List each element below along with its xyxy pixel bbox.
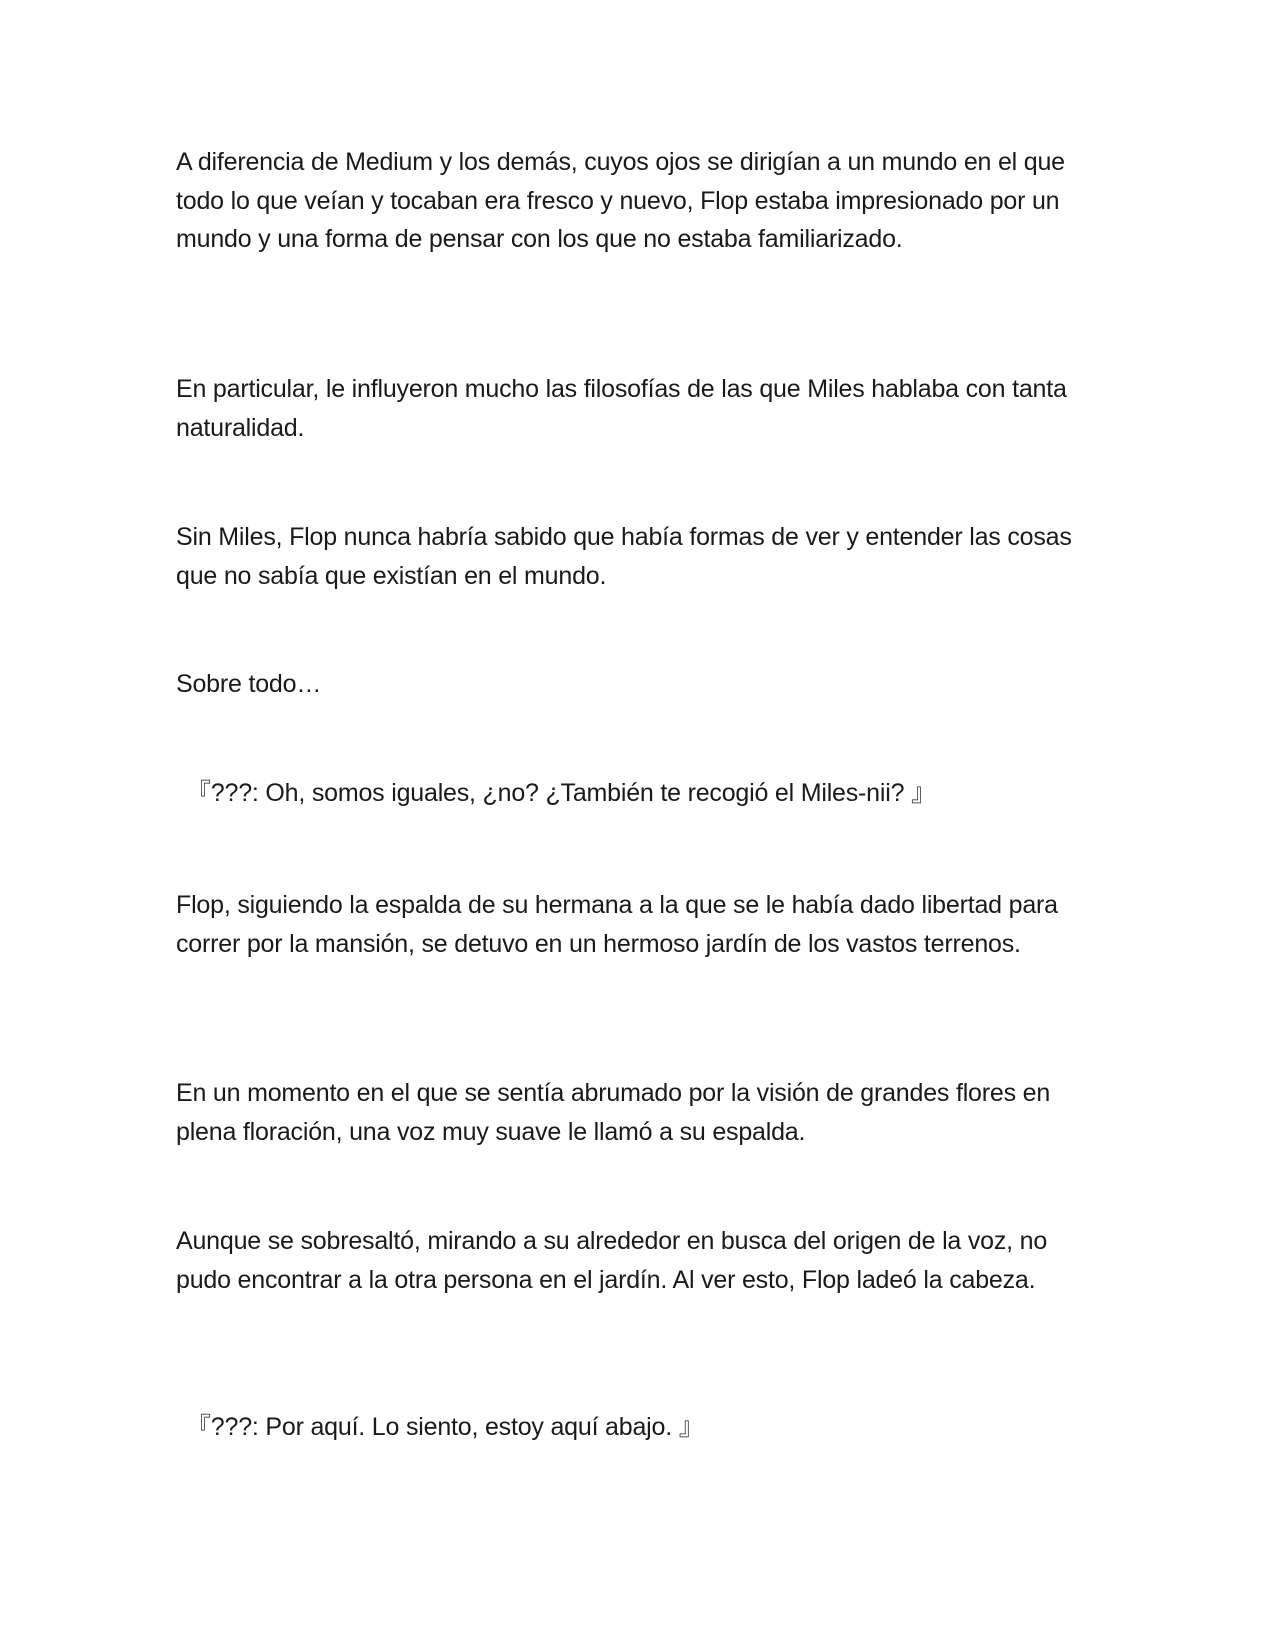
- paragraph-6: En un momento en el que se sentía abrumado por la visión de grandes flores en plena floración, una voz muy suave le llamó a su espalda.: [176, 1079, 1051, 1146]
- paragraph-2: En particular, le influyeron mucho las filosofías de las que Miles hablaba con tanta naturalidad.: [176, 375, 1067, 442]
- paragraph-5: Flop, siguiendo la espalda de su hermana a la que se le había dado libertad para correr por la mansión, se detuvo en un hermoso jardín de los vastos terrenos.: [176, 891, 1058, 958]
- paragraph-4: Sobre todo…: [176, 670, 322, 698]
- paragraph-1: A diferencia de Medium y los demás, cuyos ojos se dirigían a un mundo en el que todo lo que veían y tocaban era fresco y nuevo, Flop estaba impresionado por un mundo y una forma de pensar con los que no estaba familiarizado.: [176, 148, 1065, 253]
- dialogue-line-2: 『???: Por aquí. Lo siento, estoy aquí abajo. 』: [186, 1413, 704, 1441]
- paragraph-7: Aunque se sobresaltó, mirando a su alrededor en busca del origen de la voz, no pudo encontrar a la otra persona en el jardín. Al ver esto, Flop ladeó la cabeza.: [176, 1227, 1048, 1294]
- paragraph-3: Sin Miles, Flop nunca habría sabido que había formas de ver y entender las cosas que no sabía que existían en el mundo.: [176, 523, 1072, 590]
- dialogue-line-1: 『???: Oh, somos iguales, ¿no? ¿También te recogió el Miles-nii? 』: [186, 779, 936, 807]
